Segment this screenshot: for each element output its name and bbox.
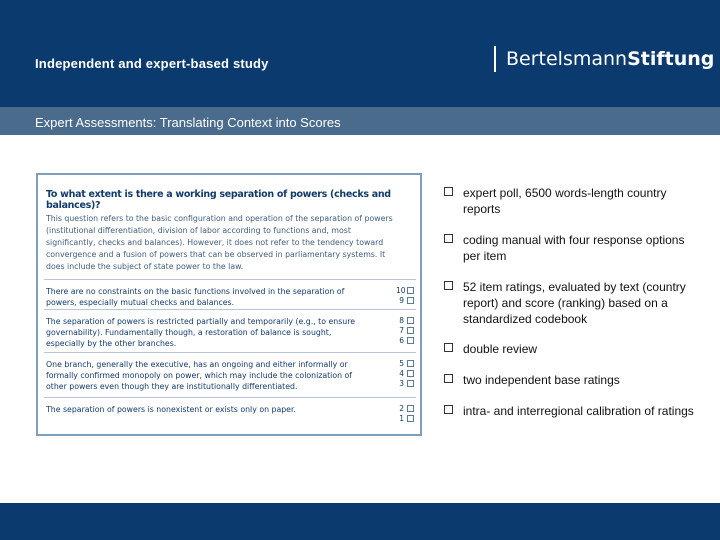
square-bullet-icon — [444, 234, 453, 243]
subheader-bar — [0, 107, 720, 135]
score-option — [396, 369, 416, 379]
square-bullet-icon — [444, 405, 453, 414]
score-number: 9 — [399, 296, 404, 305]
score-checkbox[interactable] — [407, 337, 414, 344]
score-checkbox[interactable] — [407, 405, 414, 412]
square-bullet-icon — [444, 374, 453, 383]
score-checkbox[interactable] — [407, 327, 414, 334]
logo-divider — [494, 46, 496, 72]
score-number: 2 — [399, 404, 404, 413]
bullet-text: expert poll, 6500 words-length country reports — [463, 186, 667, 216]
bullet-text: double review — [463, 342, 538, 356]
score-option — [396, 336, 416, 346]
square-bullet-icon — [444, 343, 453, 352]
page-title: Independent and expert-based study — [35, 56, 269, 71]
logo-text-stiftung: Stiftung — [627, 48, 715, 70]
score-option — [396, 379, 416, 389]
score-option — [396, 286, 416, 296]
score-option — [396, 326, 416, 336]
score-number: 8 — [399, 316, 404, 325]
score-checkbox[interactable] — [407, 287, 414, 294]
score-number: 6 — [399, 336, 404, 345]
footer-bar — [0, 503, 720, 540]
response-option-row — [44, 279, 416, 310]
score-number: 3 — [399, 379, 404, 388]
score-option — [396, 316, 416, 326]
score-checkbox[interactable] — [407, 317, 414, 324]
questionnaire-description: This question refers to the basic configuration and operation of the separation of powers (institutional differentiation, division of labor according to functions and, most significantly, checks and balances). However, it does not refer to the tendency toward convergence and a fusion of powers that can be observed in parliamentary systems. It does include the subject of state power to the law. — [46, 214, 393, 271]
score-option — [396, 359, 416, 369]
score-checkbox[interactable] — [407, 380, 414, 387]
response-option-text: The separation of powers is restricted partially and temporarily (e.g., to ensure governability). Fundamentally though, a restoration of balance is sought, especially by the other branches. — [46, 317, 356, 348]
bullet-text: 52 item ratings, evaluated by text (country report) and score (ranking) based on a standardized codebook — [463, 280, 686, 326]
bullet-text: coding manual with four response options per item — [463, 233, 685, 263]
bullet-text: two independent base ratings — [463, 373, 620, 387]
score-number: 5 — [399, 359, 404, 368]
section-title: Expert Assessments: Translating Context into Scores — [35, 115, 341, 130]
score-option — [396, 414, 416, 424]
bertelsmann-stiftung-logo — [494, 46, 714, 72]
score-checkbox[interactable] — [407, 415, 414, 422]
questionnaire-excerpt — [36, 173, 422, 436]
header-bar — [0, 0, 720, 107]
score-checkbox[interactable] — [407, 370, 414, 377]
square-bullet-icon — [444, 281, 453, 290]
score-checkbox[interactable] — [407, 297, 414, 304]
square-bullet-icon — [444, 187, 453, 196]
response-option-row — [44, 397, 416, 428]
response-option-row — [44, 309, 416, 350]
score-option — [396, 296, 416, 306]
score-option — [396, 404, 416, 414]
score-number: 10 — [396, 286, 406, 295]
score-number: 7 — [399, 326, 404, 335]
response-option-text: One branch, generally the executive, has an ongoing and either informally or formally confirmed monopoly on power, which may include the colonization of other powers even though they are institutionally differentiated. — [46, 360, 353, 391]
score-number: 1 — [399, 414, 404, 423]
questionnaire-question: To what extent is there a working separation of powers (checks and balances)? — [46, 189, 391, 211]
response-option-text: The separation of powers is nonexistent or exists only on paper. — [46, 405, 296, 414]
response-option-text: There are no constraints on the basic functions involved in the separation of powers, especially mutual checks and balances. — [46, 287, 345, 307]
logo-text-bertelsmann: Bertelsmann — [506, 48, 628, 70]
score-checkbox[interactable] — [407, 360, 414, 367]
bullet-text: intra- and interregional calibration of ratings — [463, 404, 694, 418]
score-number: 4 — [399, 369, 404, 378]
response-option-row — [44, 352, 416, 398]
